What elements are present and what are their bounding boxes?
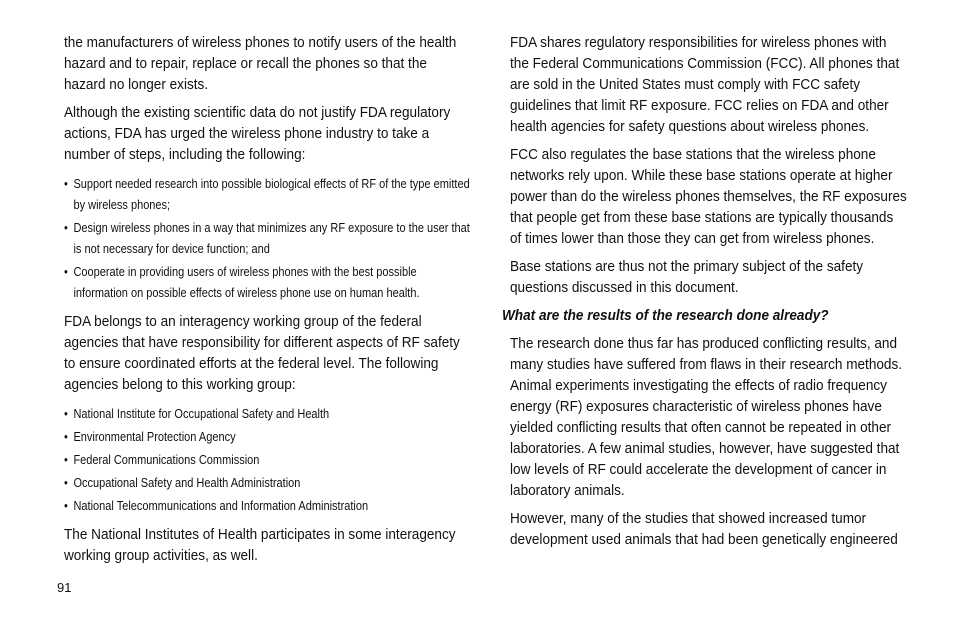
bullet: • — [64, 264, 68, 279]
bullet: • — [64, 429, 68, 444]
list-item: • Federal Communications Commission — [64, 449, 473, 470]
paragraph-fda-steps-intro: Although the existing scientific data do not justify FDA regulatory actions, FDA has urged the wireless phone industry to take a number of steps, including the following: — [64, 105, 451, 163]
bullet: • — [64, 176, 68, 191]
bullet: • — [64, 498, 68, 513]
list-item: • National Institute for Occupational Safety and Health — [64, 403, 473, 424]
right-column — [502, 33, 910, 558]
steps-list — [64, 173, 470, 303]
paragraph-nih: The National Institutes of Health participates in some interagency working group activities, as well. — [64, 527, 456, 564]
left-column — [64, 33, 470, 574]
paragraph-recall: the manufacturers of wireless phones to notify users of the health hazard and to repair, replace or recall the phones so that the hazard no longer exists. — [64, 35, 457, 93]
bullet: • — [64, 452, 68, 467]
list-item: • Cooperate in providing users of wireless phones with the best possible information on possible effects of wireless phone use on human health. — [64, 261, 473, 303]
paragraph-tumor-studies: However, many of the studies that showed increased tumor development used animals that had been genetically engineered — [510, 511, 898, 548]
list-item: • Support needed research into possible biological effects of RF of the type emitted by wireless phones; — [64, 173, 473, 215]
paragraph-research-results: The research done thus far has produced conflicting results, and many studies have suffered from flaws in their research methods. Animal experiments investigating the effects of radio frequency energy (RF) exposures characteristic of wireless phones have yielded conflicting results that often cannot be repeated in other laboratories. A few animal studies, however, have suggested that low levels of RF could accelerate the development of cancer in laboratory animals. — [510, 336, 903, 499]
paragraph-base-stations-note: Base stations are thus not the primary subject of the safety questions discussed in this document. — [510, 259, 864, 296]
paragraph-base-stations: FCC also regulates the base stations that the wireless phone networks rely upon. While these base stations operate at higher power than do the wireless phones themselves, the RF exposures that people get from these base stations are typically thousands of times lower than those they can get from wireless phones. — [510, 147, 907, 247]
page-number: 91 — [57, 580, 72, 595]
list-item: • Occupational Safety and Health Administration — [64, 472, 473, 493]
list-item: • Design wireless phones in a way that minimizes any RF exposure to the user that is not necessary for device function; and — [64, 217, 473, 259]
list-item: • National Telecommunications and Information Administration — [64, 495, 473, 516]
paragraph-working-group: FDA belongs to an interagency working group of the federal agencies that have responsibility for different aspects of RF safety to ensure coordinated efforts at the federal level. The following agencies belong to this working group: — [64, 314, 460, 393]
agencies-list — [64, 403, 464, 516]
bullet: • — [64, 220, 68, 235]
bullet: • — [64, 406, 68, 421]
bullet: • — [64, 475, 68, 490]
section-heading: What are the results of the research done already? — [502, 308, 829, 324]
list-item: • Environmental Protection Agency — [64, 426, 473, 447]
paragraph-fcc-shares: FDA shares regulatory responsibilities for wireless phones with the Federal Communications Commission (FCC). All phones that are sold in the United States must comply with FCC safety guidelines that limit RF exposure. FCC relies on FDA and other health agencies for safety questions about wireless phones. — [510, 35, 900, 135]
